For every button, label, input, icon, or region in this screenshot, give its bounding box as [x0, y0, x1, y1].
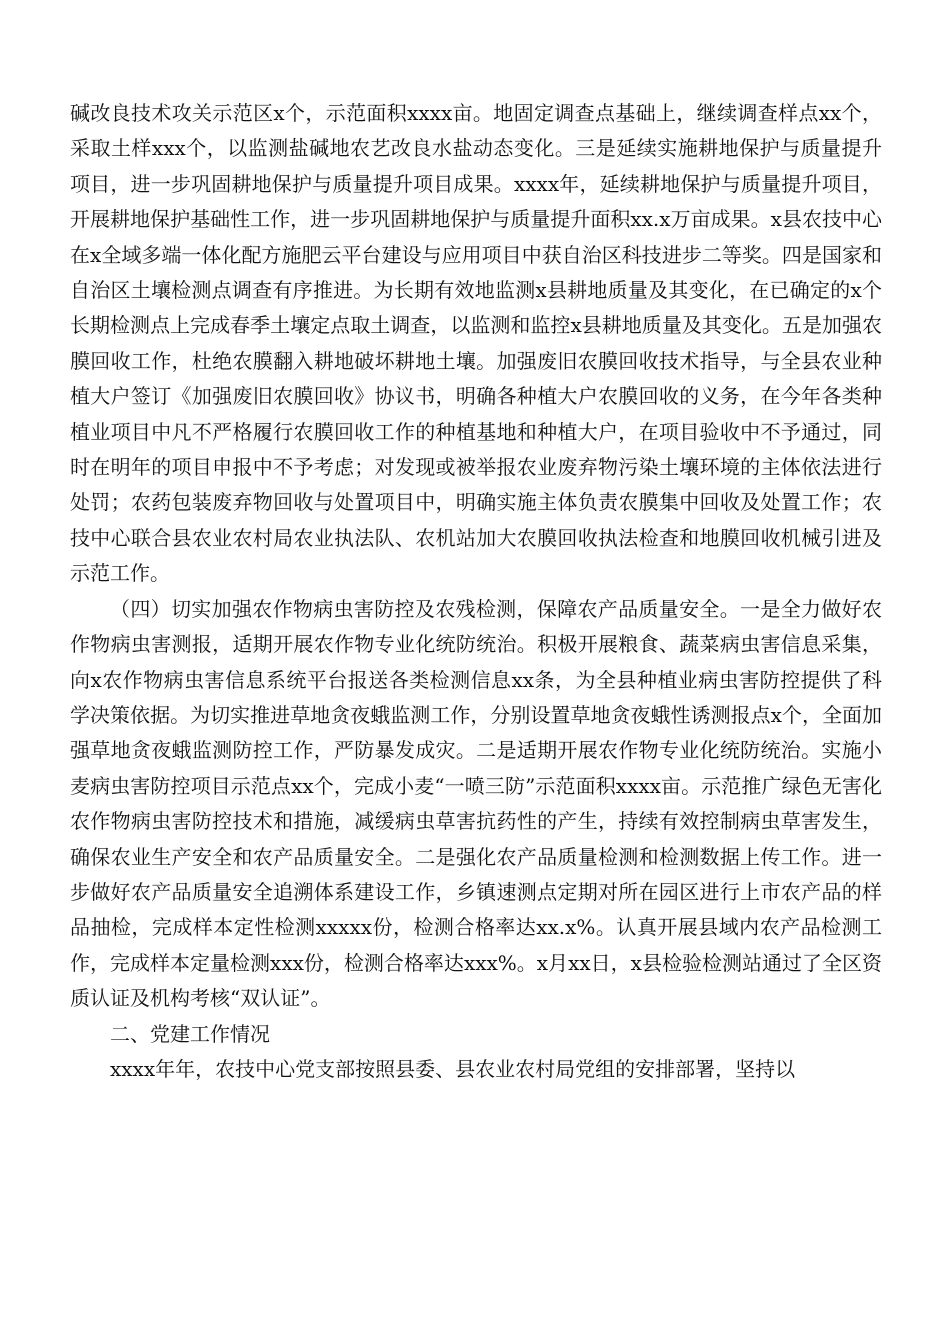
- paragraph-pest-control: （四）切实加强农作物病虫害防控及农残检测，保障农产品质量安全。一是全力做好农作物病虫害测报，适期开展农作物专业化统防统治。积极开展粮食、蔬菜病虫害信息采集，向x农作物病虫害信息系统平台报送各类检测信息xx条，为全县种植业病虫害防控提供了科学决策依据。为切实推进草地贪夜蛾监测工作，分别设置草地贪夜蛾性诱测报点x个，全面加强草地贪夜蛾监测防控工作，严防暴发成灾。二是适期开展农作物专业化统防统治。实施小麦病虫害防控项目示范点xx个，完成小麦“一喷三防”示范面积xxxx亩。示范推广绿色无害化农作物病虫害防控技术和措施，减缓病虫草害抗药性的产生，持续有效控制病虫草害发生，确保农业生产安全和农产品质量安全。二是强化农产品质量检测和检测数据上传工作。进一步做好农产品质量安全追溯体系建设工作，乡镇速测点定期对所在园区进行上市农产品的样品抽检，完成样本定性检测xxxxx份，检测合格率达xx.x%。认真开展县域内农产品检测工作，完成样本定量检测xxx份，检测合格率达xxx%。x月xx日，x县检验检测站通过了全区资质认证及机构考核“双认证”。: [70, 596, 882, 1011]
- document-body: [70, 96, 882, 1087]
- section-heading-party-building: 二、党建工作情况: [110, 1021, 270, 1046]
- paragraph-soil-protection: 碱改良技术攻关示范区x个，示范面积xxxx亩。地固定调查点基础上，继续调查样点xx个，采取土样xxx个，以监测盐碱地农艺改良水盐动态变化。三是延续实施耕地保护与质量提升项目，进一步巩固耕地保护与质量提升项目成果。xxxx年，延续耕地保护与质量提升项目，开展耕地保护基础性工作，进一步巩固耕地保护与质量提升面积xx.x万亩成果。x县农技中心在x全域多端一体化配方施肥云平台建设与应用项目中获自治区科技进步二等奖。四是国家和自治区土壤检测点调查有序推进。为长期有效地监测x县耕地质量及其变化，在已确定的x个长期检测点上完成春季土壤定点取土调查，以监测和监控x县耕地质量及其变化。五是加强农膜回收工作，杜绝农膜翻入耕地破坏耕地土壤。加强废旧农膜回收技术指导，与全县农业种植大户签订《加强废旧农膜回收》协议书，明确各种植大户农膜回收的义务，在今年各类种植业项目中凡不严格履行农膜回收工作的种植基地和种植大户，在项目验收中不予通过，同时在明年的项目申报中不予考虑；对发现或被举报农业废弃物污染土壤环境的主体依法进行处罚；农药包装废弃物回收与处置项目中，明确实施主体负责农膜集中回收及处置工作；农技中心联合县农业农村局农业执法队、农机站加大农膜回收执法检查和地膜回收机械引进及示范工作。: [70, 101, 882, 586]
- paragraph-party-building-intro: xxxx年年，农技中心党支部按照县委、县农业农村局党组的安排部署，坚持以: [110, 1056, 796, 1081]
